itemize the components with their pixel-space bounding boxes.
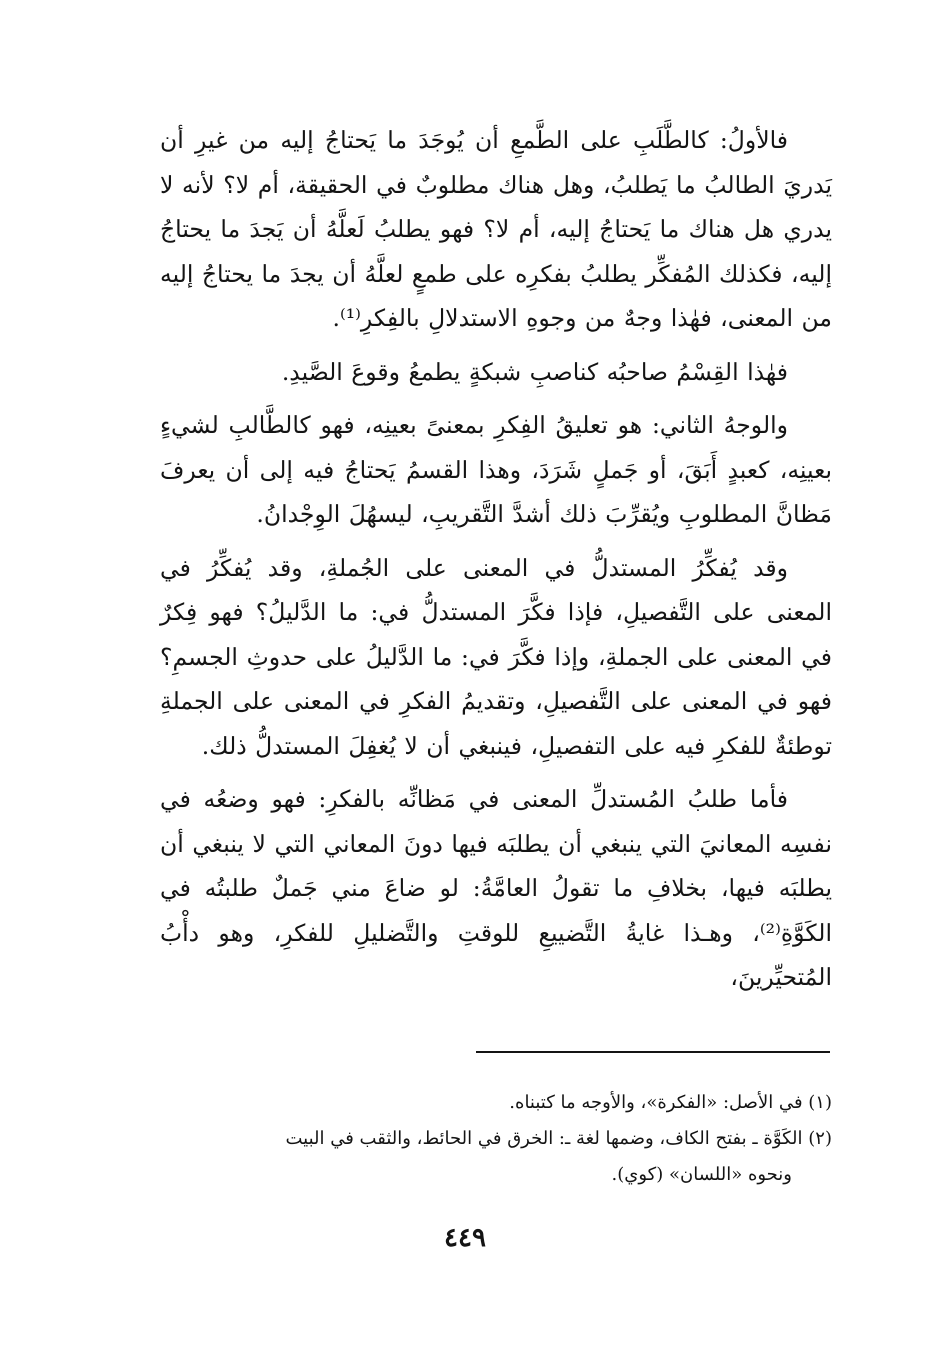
paragraph-first-aspect: فالأولُ: كالطَّلَبِ على الطَّمعِ أن يُوجَدَ ما يَحتاجُ إليه من غيرِ أن يَدريَ الطالبُ ما يَطلبُ، وهل هناك مطلوبٌ في الحقيقة، أم لا؟ لأنه لا يدري هل هناك ما يَحتاجُ إليه، أم لا؟ فهو يطلبُ لَعلَّهُ أن يَجدَ ما يحتاجُ إليه، فكذلك المُفكِّر يطلبُ بفكرِه على طمعٍ لعلَّهُ أن يجدَ ما يحتاجُ إليه من المعنى، فهٰذا وجهٌ من وجوهِ الاستدلالِ بالفِكرِ⁽¹⁾. bbox=[160, 126, 832, 332]
main-text bbox=[160, 118, 832, 1000]
footnote-1: (١) في الأصل: «الفكرة»، والأوجه ما كتبناه. bbox=[509, 1092, 832, 1113]
paragraph-general-vs-detail: وقد يُفكِّرُ المستدلُّ في المعنى على الجُملةِ، وقد يُفكِّرُ في المعنى على التَّفصيلِ، فإذا فكَّرَ المستدلُّ في: ما الدَّليلُ؟ فهو فِكرٌ في المعنى على الجملةِ، وإذا فكَّرَ في: ما الدَّليلُ على حدوثِ الجسمِ؟ فهو في المعنى على التَّفصيلِ، وتقديمُ الفكرِ في المعنى على الجملةِ توطئةٌ للفكرِ فيه على التفصيلِ، فينبغي أن لا يُغفِلَ المستدلُّ ذلك. bbox=[160, 553, 832, 760]
footnote-2 bbox=[152, 1121, 832, 1193]
paragraph-seeking-meaning: فأما طلبُ المُستدلِّ المعنى في مَظانِّه بالفكرِ: فهو وضعُه في نفسِه المعانيَ التي ينبغي أن يطلبَه فيها دونَ المعاني التي لا ينبغي أن يطلبَه فيها، بخلافِ ما تقولُ العامَّةُ: لو ضاعَ مني جَملٌ طلبتُه في الكَوَّةِ⁽²⁾، وهـذا غايةُ التَّضييعِ للوقتِ والتَّضليلِ للفكرِ، وهو دأْبُ المُتحيِّرينَ، bbox=[160, 785, 832, 991]
page-number: ٤٤٩ bbox=[444, 1223, 486, 1253]
footnote-2-line-1: (٢) الكَوَّة ـ بفتح الكاف، وضمها لغة ـ: الخرق في الحائط، والثقب في البيت bbox=[285, 1128, 832, 1149]
paragraph-second-aspect: والوجهُ الثاني: هو تعليقُ الفِكرِ بمعنىً بعينِه، فهو كالطَّالبِ لشيءٍ بعينِه، كعبدٍ أَبَقَ، أو جَملٍ شَرَدَ، وهذا القسمُ يَحتاجُ فيه إلى أن يعرفَ مَظانَّ المطلوبِ ويُقرِّبَ ذلك أشدَّ التَّقريبِ، ليسهُلَ الوِجْدانُ. bbox=[160, 411, 832, 528]
footnote-2-line-2: ونحوه «اللسان» (كوي). bbox=[611, 1164, 792, 1185]
footnote-separator bbox=[476, 1051, 830, 1053]
paragraph-net-analogy: فهٰذا القِسْمُ صاحبُه كناصبِ شبكةٍ يطمعُ وقوعَ الصَّيدِ. bbox=[281, 357, 788, 386]
footnotes bbox=[152, 1085, 832, 1193]
